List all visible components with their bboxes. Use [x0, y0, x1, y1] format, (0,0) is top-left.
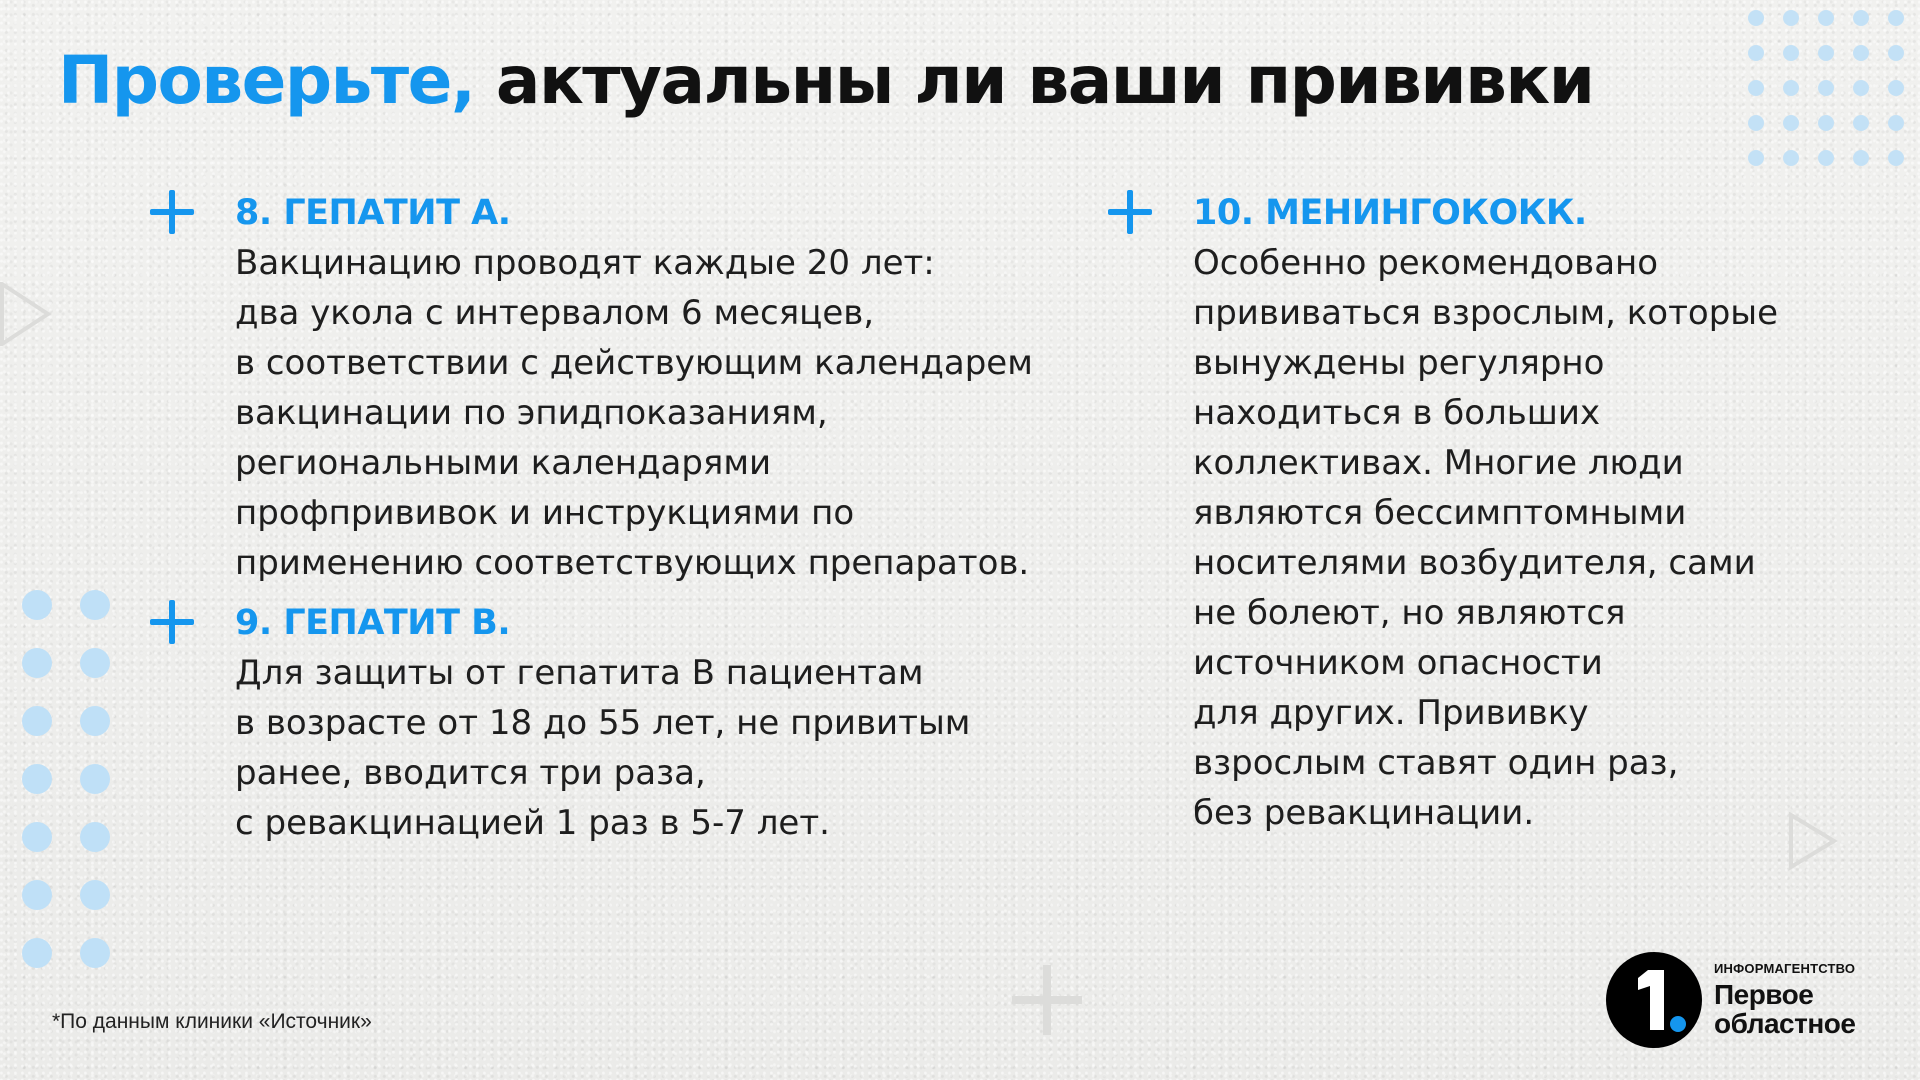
item-text-line: Для защиты от гепатита В пациентам [235, 653, 924, 693]
page-title [58, 42, 1593, 119]
right-column [1108, 188, 1908, 838]
item-text-line: вакцинации по эпидпоказаниям, [235, 393, 828, 433]
item-text-line: Особенно рекомендовано [1193, 243, 1659, 283]
brand-logo [1604, 950, 1904, 1060]
logo-mark-icon [1604, 950, 1704, 1050]
item-title: 8. ГЕПАТИТ А. [235, 193, 511, 233]
decorative-plus-icon [1012, 965, 1082, 1035]
item-text-line: в возрасте от 18 до 55 лет, не привитым [235, 703, 971, 743]
logo-eyebrow: ИНФОРМАГЕНТСТВО [1714, 961, 1856, 976]
item-title: 9. ГЕПАТИТ В. [235, 603, 511, 643]
item-text-line: региональными календарями [235, 443, 772, 483]
item-text-line: Вакцинацию проводят каждые 20 лет: [235, 243, 935, 283]
item-text-line: источником опасности [1193, 643, 1603, 683]
item-text-line: не болеют, но являются [1193, 593, 1626, 633]
logo-name-line: областное [1714, 1008, 1856, 1039]
item-text-line: находиться в больших [1193, 393, 1601, 433]
plus-icon [1108, 190, 1152, 234]
item-text-line: являются бессимптомными [1193, 493, 1687, 533]
item-text-line: для других. Прививку [1193, 693, 1589, 733]
item-text-line: взрослым ставят один раз, [1193, 743, 1679, 783]
item-text-line: вынуждены регулярно [1193, 343, 1605, 383]
title-rest: актуальны ли ваши прививки [495, 42, 1594, 119]
item-text-line: с ревакцинацией 1 раз в 5-7 лет. [235, 803, 830, 843]
item-text-line: коллективах. Многие люди [1193, 443, 1684, 483]
vaccine-item-hepatitis-b [150, 598, 1080, 848]
item-text-line: в соответствии с действующим календарем [235, 343, 1033, 383]
item-text-line: ранее, вводится три раза, [235, 753, 706, 793]
decorative-triangle-icon [0, 282, 52, 346]
item-text-line: прививаться взрослым, которые [1193, 293, 1779, 333]
left-column [150, 188, 1080, 848]
item-text-line: носителями возбудителя, сами [1193, 543, 1756, 583]
plus-icon [150, 190, 194, 234]
item-text-line: применению соответствующих препаратов. [235, 543, 1030, 583]
title-accent: Проверьте, [58, 42, 475, 119]
logo-name [1714, 980, 1855, 1038]
decorative-dot-grid-left [22, 590, 110, 968]
plus-icon [150, 600, 194, 644]
logo-name-line: Первое [1714, 979, 1814, 1010]
decorative-dot-grid-top-right [1748, 10, 1920, 166]
item-text-line: профпрививок и инструкциями по [235, 493, 855, 533]
item-title: 10. МЕНИНГОКОКК. [1193, 193, 1587, 233]
footnote: *По данным клиники «Источник» [52, 1010, 372, 1033]
vaccine-item-hepatitis-a [150, 188, 1080, 588]
item-text-line: два укола с интервалом 6 месяцев, [235, 293, 875, 333]
item-text-line: без ревакцинации. [1193, 793, 1535, 833]
vaccine-item-meningococcus [1108, 188, 1908, 838]
